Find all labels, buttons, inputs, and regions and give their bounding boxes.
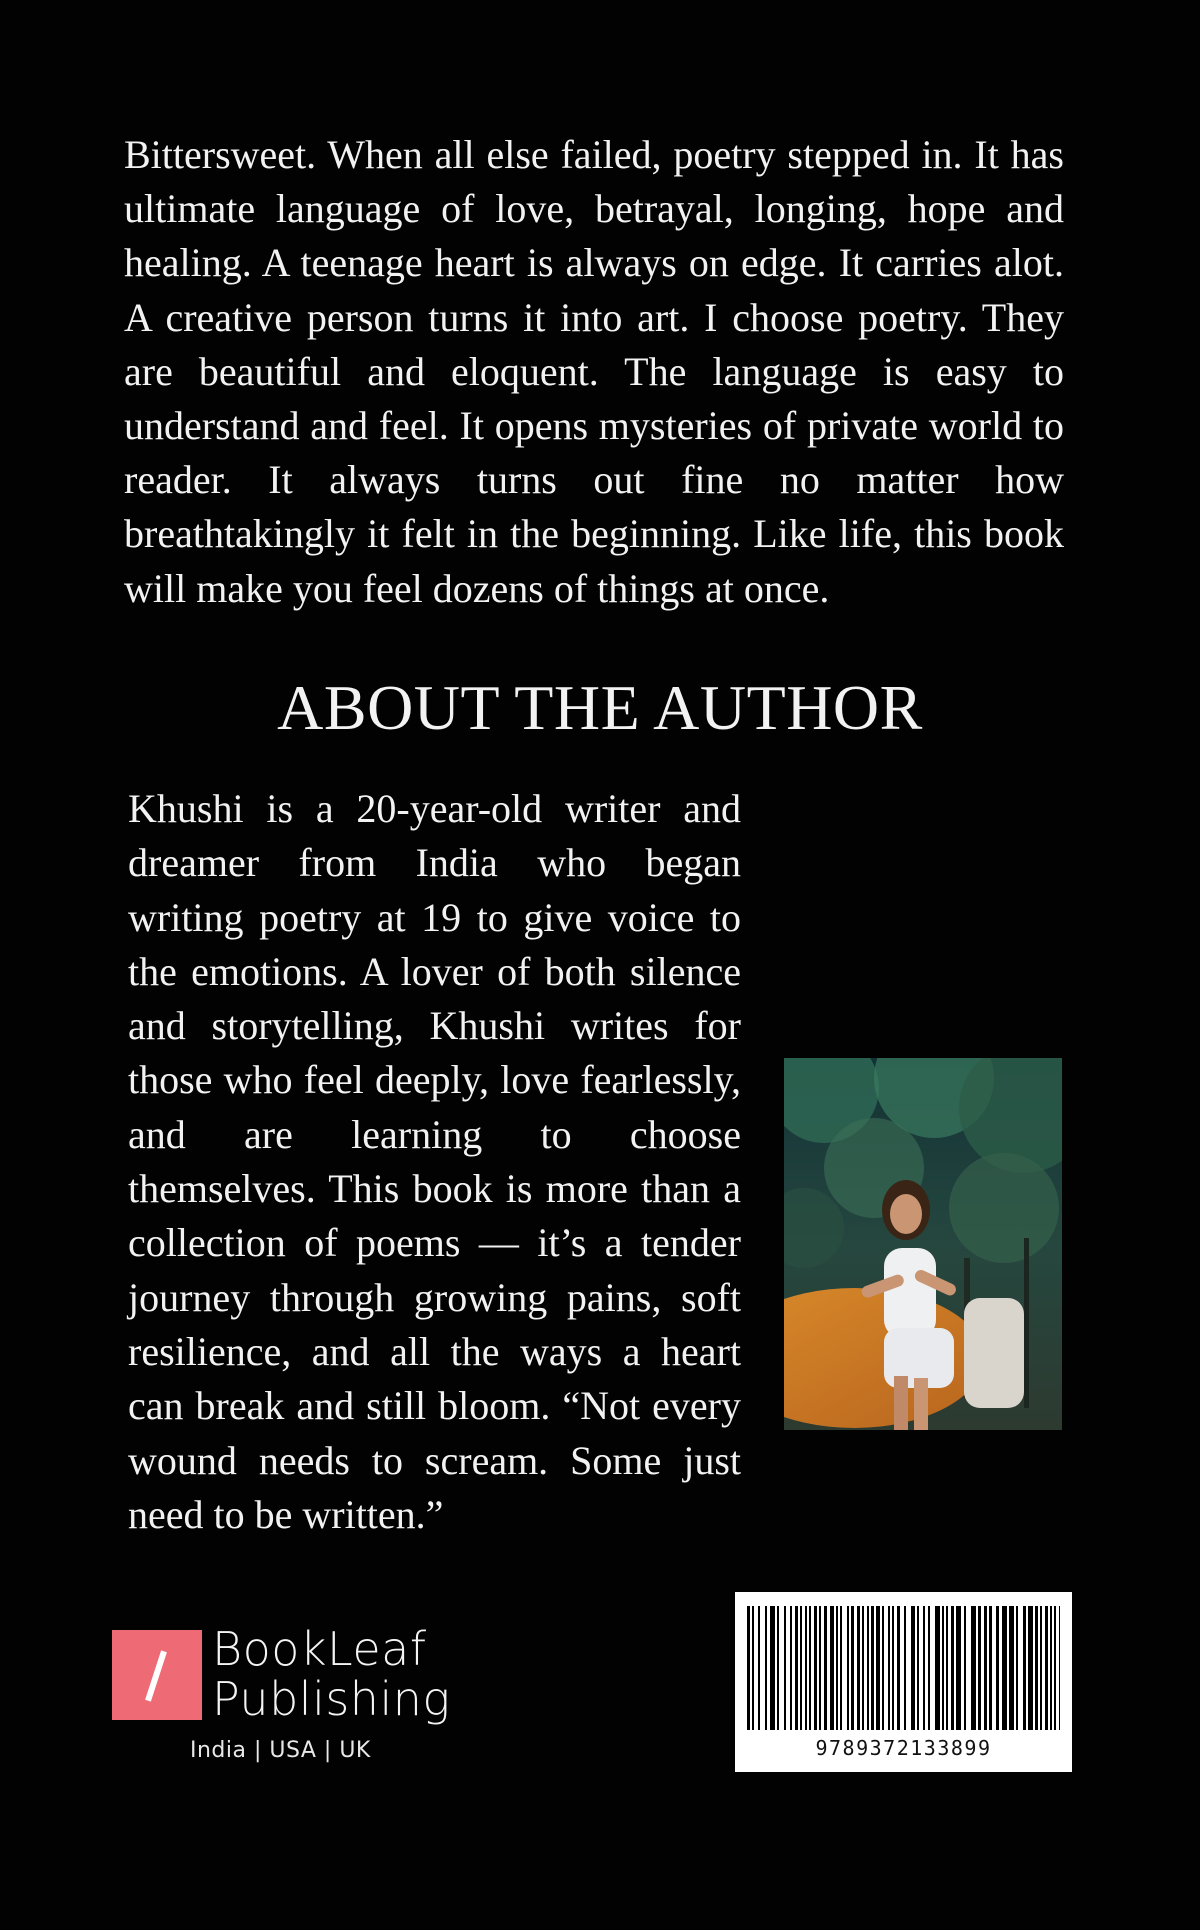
publisher-logo <box>112 1622 452 1750</box>
publisher-name <box>212 1624 451 1724</box>
isbn-number: 9789372133899 <box>815 1736 992 1760</box>
publisher-mark-icon <box>112 1630 202 1720</box>
author-bio: Khushi is a 20-year-old writer and dreamer from India who began writing poetry at 19 to give voice to the emotions. A lover of both silence and storytelling, Khushi writes for those who feel deeply, love fearlessly, and are learning to choose themselves. This book is more than a collection of poems — it’s a tender journey through growing pains, soft resilience, and all the ways a heart can break and still bloom. “Not every wound needs to scream. Some just need to be written.” <box>128 786 741 1537</box>
isbn-barcode <box>735 1592 1072 1772</box>
publisher-name-line1: BookLeaf <box>212 1622 427 1676</box>
about-author-heading: ABOUT THE AUTHOR <box>277 672 923 743</box>
author-photo <box>784 1058 1062 1430</box>
publisher-name-line2: Publishing <box>212 1672 451 1726</box>
back-cover-blurb: Bittersweet. When all else failed, poetry stepped in. It has ultimate language of love, betrayal, longing, hope and healing. A teenage heart is always on edge. It carries alot. A creative person turns it into art. I choose poetry. They are beautiful and eloquent. The language is easy to understand and feel. It opens mysteries of private world to reader. It always turns out fine no matter how breathtakingly it felt in the beginning. Like life, this book will make you feel dozens of things at once. <box>124 132 1064 611</box>
publisher-regions: India | USA | UK <box>190 1738 371 1763</box>
